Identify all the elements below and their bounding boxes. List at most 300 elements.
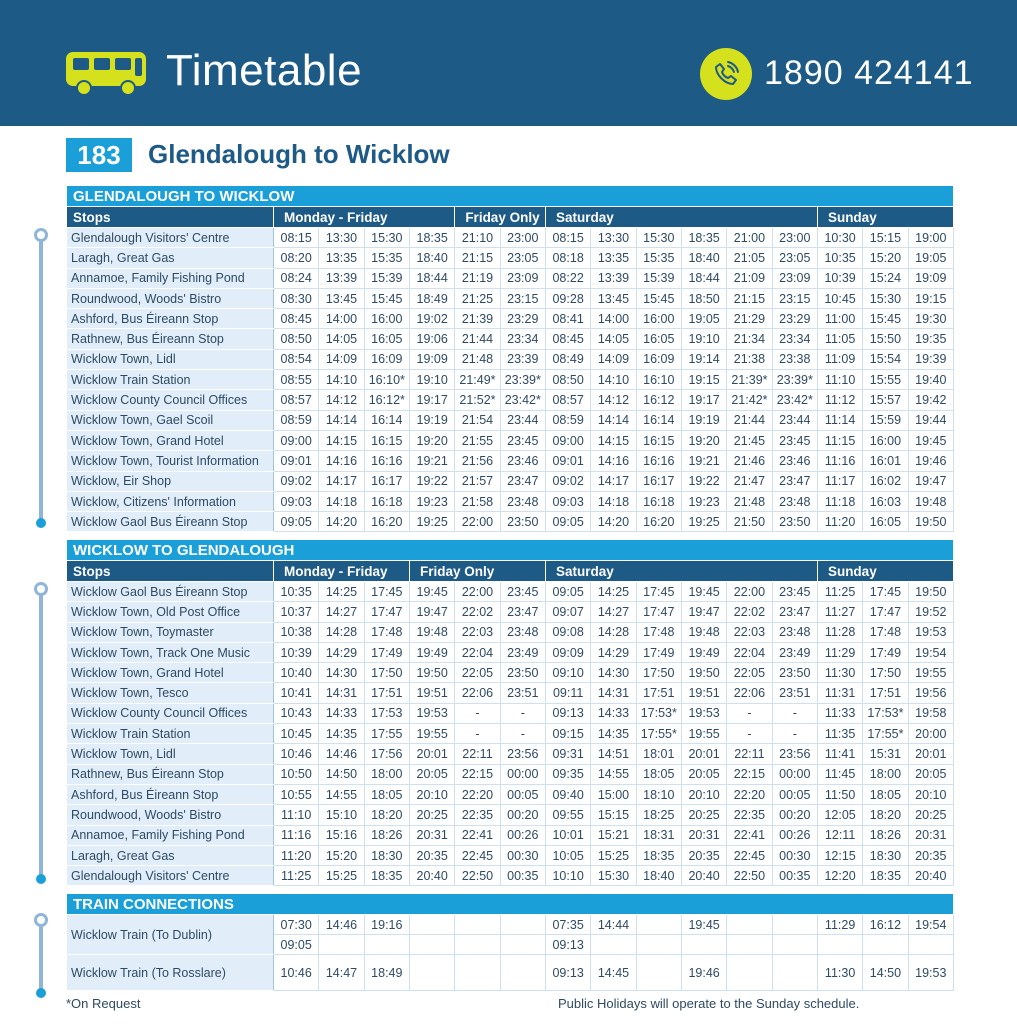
section-title: GLENDALOUGH TO WICKLOW: [67, 186, 954, 207]
time-cell: 23:39*: [500, 370, 545, 390]
header-banner: [0, 0, 1017, 126]
time-cell: 21:10: [455, 228, 500, 248]
day-group-header: Sunday: [817, 207, 953, 228]
time-cell: 18:05: [863, 784, 908, 804]
time-cell: 23:48: [772, 622, 817, 642]
time-cell: 14:15: [591, 430, 636, 450]
time-cell: 09:35: [545, 764, 590, 784]
time-cell: 10:01: [545, 825, 590, 845]
stop-name: Wicklow Town, Lidl: [67, 349, 274, 369]
time-cell: 10:46: [274, 955, 319, 991]
time-cell: 23:49: [772, 642, 817, 662]
time-cell: 23:51: [772, 683, 817, 703]
time-cell: 23:47: [772, 602, 817, 622]
time-cell: 14:30: [319, 663, 364, 683]
time-cell: [319, 935, 364, 955]
time-cell: 15:45: [863, 309, 908, 329]
time-cell: 15:16: [319, 825, 364, 845]
stop-name: Wicklow Gaol Bus Éireann Stop: [67, 512, 274, 532]
table-row: [67, 724, 954, 744]
time-cell: 20:05: [409, 764, 454, 784]
time-cell: 15:30: [863, 288, 908, 308]
time-cell: [364, 935, 409, 955]
time-cell: 19:51: [409, 683, 454, 703]
time-cell: 19:55: [409, 724, 454, 744]
time-cell: 21:34: [727, 329, 772, 349]
time-cell: 22:04: [727, 642, 772, 662]
time-cell: 21:45: [727, 430, 772, 450]
time-cell: 00:05: [772, 784, 817, 804]
time-cell: 23:44: [500, 410, 545, 430]
time-cell: 18:35: [409, 228, 454, 248]
time-cell: 18:00: [364, 764, 409, 784]
table-row: [67, 288, 954, 308]
time-cell: 15:31: [863, 744, 908, 764]
time-cell: 19:21: [409, 451, 454, 471]
stop-name: Wicklow, Citizens' Information: [67, 491, 274, 511]
time-cell: 16:17: [636, 471, 681, 491]
time-cell: 21:47: [727, 471, 772, 491]
time-cell: 00:00: [772, 764, 817, 784]
stop-name: Wicklow Town, Old Post Office: [67, 602, 274, 622]
time-cell: 11:41: [817, 744, 862, 764]
time-cell: 00:26: [772, 825, 817, 845]
time-cell: -: [500, 724, 545, 744]
time-cell: 14:28: [591, 622, 636, 642]
time-cell: 19:48: [681, 622, 726, 642]
time-cell: 11:29: [817, 915, 862, 935]
table-row: [67, 764, 954, 784]
time-cell: [863, 935, 908, 955]
time-cell: 15:30: [591, 866, 636, 886]
time-cell: 10:35: [817, 248, 862, 268]
time-cell: 11:50: [817, 784, 862, 804]
time-cell: 14:31: [591, 683, 636, 703]
stop-name: Annamoe, Family Fishing Pond: [67, 268, 274, 288]
table-row: [67, 512, 954, 532]
time-cell: 14:51: [591, 744, 636, 764]
table-row: [67, 602, 954, 622]
stop-name: Glendalough Visitors' Centre: [67, 228, 274, 248]
time-cell: 22:06: [455, 683, 500, 703]
time-cell: 18:35: [364, 866, 409, 886]
time-cell: 21:49*: [455, 370, 500, 390]
time-cell: 10:43: [274, 703, 319, 723]
time-cell: 19:45: [681, 915, 726, 935]
time-cell: 15:59: [863, 410, 908, 430]
time-cell: 20:10: [908, 784, 953, 804]
time-cell: 11:18: [817, 491, 862, 511]
time-cell: 15:20: [863, 248, 908, 268]
time-cell: 21:15: [727, 288, 772, 308]
time-cell: 18:01: [636, 744, 681, 764]
time-cell: 14:20: [319, 512, 364, 532]
stop-name: Wicklow Town, Gael Scoil: [67, 410, 274, 430]
time-cell: 16:20: [636, 512, 681, 532]
time-cell: 16:12: [636, 390, 681, 410]
time-cell: 19:21: [681, 451, 726, 471]
time-cell: 15:25: [319, 866, 364, 886]
route-rail-inbound: [34, 582, 48, 884]
time-cell: 22:45: [727, 845, 772, 865]
time-cell: [455, 955, 500, 991]
time-cell: 17:55*: [863, 724, 908, 744]
time-cell: 09:05: [274, 512, 319, 532]
time-cell: 19:50: [681, 663, 726, 683]
time-cell: 17:45: [636, 582, 681, 602]
table-row: [67, 642, 954, 662]
stop-name: Wicklow Train Station: [67, 724, 274, 744]
time-cell: 14:29: [591, 642, 636, 662]
time-cell: 11:30: [817, 663, 862, 683]
time-cell: 14:35: [591, 724, 636, 744]
time-cell: 19:23: [681, 491, 726, 511]
route-number-badge: 183: [66, 138, 132, 172]
time-cell: [409, 915, 454, 935]
time-cell: 23:00: [772, 228, 817, 248]
time-cell: 19:10: [409, 370, 454, 390]
time-cell: 14:16: [591, 451, 636, 471]
time-cell: 22:03: [727, 622, 772, 642]
time-cell: 17:49: [636, 642, 681, 662]
time-cell: 10:35: [274, 582, 319, 602]
time-cell: 17:50: [636, 663, 681, 683]
time-cell: 23:39*: [772, 370, 817, 390]
time-cell: 16:12*: [364, 390, 409, 410]
stop-name: Wicklow Town, Grand Hotel: [67, 430, 274, 450]
day-group-header: Saturday: [545, 561, 817, 582]
time-cell: 19:53: [409, 703, 454, 723]
time-cell: 10:45: [274, 724, 319, 744]
time-cell: 09:03: [545, 491, 590, 511]
stop-name: Wicklow Gaol Bus Éireann Stop: [67, 582, 274, 602]
time-cell: 18:49: [409, 288, 454, 308]
time-cell: 22:45: [455, 845, 500, 865]
time-cell: [636, 915, 681, 935]
time-cell: 00:26: [500, 825, 545, 845]
time-cell: 19:14: [681, 349, 726, 369]
time-cell: 15:35: [364, 248, 409, 268]
time-cell: 20:01: [908, 744, 953, 764]
time-cell: 23:48: [500, 491, 545, 511]
time-cell: 09:13: [545, 703, 590, 723]
time-cell: 20:25: [908, 805, 953, 825]
time-cell: -: [772, 724, 817, 744]
time-cell: 09:05: [545, 512, 590, 532]
time-cell: 09:08: [545, 622, 590, 642]
time-cell: 16:00: [636, 309, 681, 329]
time-cell: 19:51: [681, 683, 726, 703]
time-cell: 11:10: [274, 805, 319, 825]
time-cell: 09:02: [545, 471, 590, 491]
time-cell: [681, 935, 726, 955]
time-cell: 11:09: [817, 349, 862, 369]
time-cell: 17:45: [863, 582, 908, 602]
time-cell: 18:35: [681, 228, 726, 248]
stop-name: Roundwood, Woods' Bistro: [67, 805, 274, 825]
time-cell: 19:05: [908, 248, 953, 268]
table-row: [67, 329, 954, 349]
time-cell: -: [455, 703, 500, 723]
page-title: Timetable: [166, 46, 363, 95]
train-row: [67, 955, 954, 991]
stop-name: Wicklow Town, Grand Hotel: [67, 663, 274, 683]
time-cell: 18:10: [636, 784, 681, 804]
time-cell: 19:25: [681, 512, 726, 532]
time-cell: 09:01: [274, 451, 319, 471]
time-cell: 16:00: [863, 430, 908, 450]
time-cell: 16:18: [636, 491, 681, 511]
time-cell: 21:48: [727, 491, 772, 511]
time-cell: 19:16: [364, 915, 409, 935]
time-cell: 23:50: [500, 663, 545, 683]
table-row: [67, 471, 954, 491]
table-row: [67, 390, 954, 410]
time-cell: 19:46: [908, 451, 953, 471]
phone-number[interactable]: 1890 424141: [764, 54, 974, 92]
time-cell: 15:55: [863, 370, 908, 390]
table-row: [67, 228, 954, 248]
time-cell: 18:30: [364, 845, 409, 865]
time-cell: 09:13: [545, 955, 590, 991]
time-cell: 21:46: [727, 451, 772, 471]
time-cell: 23:56: [500, 744, 545, 764]
time-cell: 00:30: [500, 845, 545, 865]
time-cell: 23:46: [772, 451, 817, 471]
time-cell: 14:27: [591, 602, 636, 622]
train-connections-table: [66, 893, 954, 991]
time-cell: 22:20: [455, 784, 500, 804]
time-cell: 14:00: [319, 309, 364, 329]
time-cell: 19:48: [908, 491, 953, 511]
time-cell: 15:15: [591, 805, 636, 825]
table-row: [67, 622, 954, 642]
time-cell: [455, 915, 500, 935]
time-cell: 10:55: [274, 784, 319, 804]
time-cell: 10:05: [545, 845, 590, 865]
stop-name: Ashford, Bus Éireann Stop: [67, 309, 274, 329]
time-cell: 15:35: [636, 248, 681, 268]
time-cell: 23:49: [500, 642, 545, 662]
time-cell: 11:31: [817, 683, 862, 703]
time-cell: 21:54: [455, 410, 500, 430]
time-cell: 18:50: [681, 288, 726, 308]
table-row: [67, 663, 954, 683]
day-group-header: Saturday: [545, 207, 817, 228]
time-cell: 15:39: [636, 268, 681, 288]
time-cell: 14:50: [863, 955, 908, 991]
time-cell: 23:50: [772, 663, 817, 683]
time-cell: 23:42*: [500, 390, 545, 410]
time-cell: 08:49: [545, 349, 590, 369]
time-cell: 12:15: [817, 845, 862, 865]
time-cell: 14:14: [591, 410, 636, 430]
time-cell: 20:31: [681, 825, 726, 845]
time-cell: 14:25: [319, 582, 364, 602]
time-cell: 19:50: [908, 582, 953, 602]
time-cell: 22:03: [455, 622, 500, 642]
time-cell: 18:05: [364, 784, 409, 804]
time-cell: 21:29: [727, 309, 772, 329]
time-cell: 11:00: [817, 309, 862, 329]
time-cell: 17:53: [364, 703, 409, 723]
time-cell: 21:57: [455, 471, 500, 491]
table-row: [67, 349, 954, 369]
time-cell: 08:57: [274, 390, 319, 410]
time-cell: 07:35: [545, 915, 590, 935]
time-cell: 10:39: [817, 268, 862, 288]
time-cell: 08:50: [274, 329, 319, 349]
time-cell: 15:24: [863, 268, 908, 288]
time-cell: 20:31: [409, 825, 454, 845]
time-cell: 19:17: [409, 390, 454, 410]
time-cell: [727, 935, 772, 955]
time-cell: 09:10: [545, 663, 590, 683]
time-cell: 23:15: [772, 288, 817, 308]
train-row: [67, 915, 954, 935]
time-cell: 19:20: [681, 430, 726, 450]
time-cell: 23:42*: [772, 390, 817, 410]
train-name: Wicklow Train (To Rosslare): [67, 955, 274, 991]
time-cell: 14:33: [319, 703, 364, 723]
time-cell: 21:05: [727, 248, 772, 268]
time-cell: 20:01: [409, 744, 454, 764]
time-cell: 17:53*: [863, 703, 908, 723]
time-cell: [727, 915, 772, 935]
stops-header: Stops: [67, 561, 274, 582]
time-cell: 17:56: [364, 744, 409, 764]
stop-name: Wicklow Town, Tourist Information: [67, 451, 274, 471]
table-row: [67, 248, 954, 268]
time-cell: 23:44: [772, 410, 817, 430]
time-cell: 16:12: [863, 915, 908, 935]
time-cell: -: [727, 703, 772, 723]
time-cell: 17:51: [636, 683, 681, 703]
time-cell: 23:29: [772, 309, 817, 329]
time-cell: 19:44: [908, 410, 953, 430]
time-cell: 23:47: [500, 602, 545, 622]
time-cell: 19:53: [681, 703, 726, 723]
time-cell: 09:11: [545, 683, 590, 703]
time-cell: 16:02: [863, 471, 908, 491]
time-cell: 09:40: [545, 784, 590, 804]
stop-name: Ashford, Bus Éireann Stop: [67, 784, 274, 804]
time-cell: [772, 955, 817, 991]
time-cell: [636, 935, 681, 955]
time-cell: 16:03: [863, 491, 908, 511]
time-cell: 10:10: [545, 866, 590, 886]
time-cell: 19:55: [681, 724, 726, 744]
time-cell: 14:00: [591, 309, 636, 329]
time-cell: 16:09: [636, 349, 681, 369]
time-cell: 11:17: [817, 471, 862, 491]
time-cell: 14:10: [591, 370, 636, 390]
time-cell: 08:24: [274, 268, 319, 288]
time-cell: 08:45: [545, 329, 590, 349]
time-cell: 19:23: [409, 491, 454, 511]
time-cell: 18:49: [364, 955, 409, 991]
time-cell: 11:35: [817, 724, 862, 744]
time-cell: 18:44: [409, 268, 454, 288]
time-cell: 22:11: [455, 744, 500, 764]
time-cell: 11:25: [817, 582, 862, 602]
time-cell: 16:00: [364, 309, 409, 329]
time-cell: 17:47: [636, 602, 681, 622]
stop-name: Laragh, Great Gas: [67, 845, 274, 865]
time-cell: 11:27: [817, 602, 862, 622]
time-cell: 19:45: [908, 430, 953, 450]
time-cell: 11:14: [817, 410, 862, 430]
table-row: [67, 451, 954, 471]
time-cell: 17:47: [863, 602, 908, 622]
time-cell: 14:50: [319, 764, 364, 784]
time-cell: 20:01: [681, 744, 726, 764]
table-row: [67, 582, 954, 602]
stop-name: Roundwood, Woods' Bistro: [67, 288, 274, 308]
time-cell: 18:20: [364, 805, 409, 825]
table-row: [67, 845, 954, 865]
time-cell: 08:15: [274, 228, 319, 248]
time-cell: 00:30: [772, 845, 817, 865]
time-cell: 16:16: [364, 451, 409, 471]
time-cell: 15:21: [591, 825, 636, 845]
route-rail-trains: [34, 913, 48, 998]
day-group-header: Monday - Friday: [274, 561, 410, 582]
time-cell: [409, 935, 454, 955]
time-cell: 22:02: [727, 602, 772, 622]
table-row: [67, 410, 954, 430]
time-cell: 20:40: [681, 866, 726, 886]
phone-icon[interactable]: [700, 48, 752, 100]
time-cell: 16:18: [364, 491, 409, 511]
time-cell: 15:15: [863, 228, 908, 248]
time-cell: 08:15: [545, 228, 590, 248]
time-cell: 15:39: [364, 268, 409, 288]
time-cell: 19:50: [908, 512, 953, 532]
time-cell: 00:35: [500, 866, 545, 886]
time-cell: 08:54: [274, 349, 319, 369]
time-cell: 16:14: [636, 410, 681, 430]
time-cell: 18:20: [863, 805, 908, 825]
time-cell: 14:16: [319, 451, 364, 471]
time-cell: 14:46: [319, 744, 364, 764]
time-cell: 14:33: [591, 703, 636, 723]
time-cell: 19:56: [908, 683, 953, 703]
time-cell: 15:54: [863, 349, 908, 369]
time-cell: 15:30: [364, 228, 409, 248]
time-cell: 10:37: [274, 602, 319, 622]
time-cell: 10:46: [274, 744, 319, 764]
time-cell: 19:47: [681, 602, 726, 622]
time-cell: 14:12: [319, 390, 364, 410]
time-cell: 14:09: [319, 349, 364, 369]
time-cell: [500, 935, 545, 955]
stop-name: Wicklow Town, Lidl: [67, 744, 274, 764]
time-cell: 23:50: [500, 512, 545, 532]
time-cell: 19:06: [409, 329, 454, 349]
time-cell: 14:25: [591, 582, 636, 602]
time-cell: 19:39: [908, 349, 953, 369]
table-row: [67, 268, 954, 288]
time-cell: 09:31: [545, 744, 590, 764]
time-cell: 14:46: [319, 915, 364, 935]
time-cell: 21:58: [455, 491, 500, 511]
time-cell: 16:20: [364, 512, 409, 532]
time-cell: 16:10*: [364, 370, 409, 390]
time-cell: 23:15: [500, 288, 545, 308]
time-cell: 18:26: [863, 825, 908, 845]
time-cell: 23:51: [500, 683, 545, 703]
